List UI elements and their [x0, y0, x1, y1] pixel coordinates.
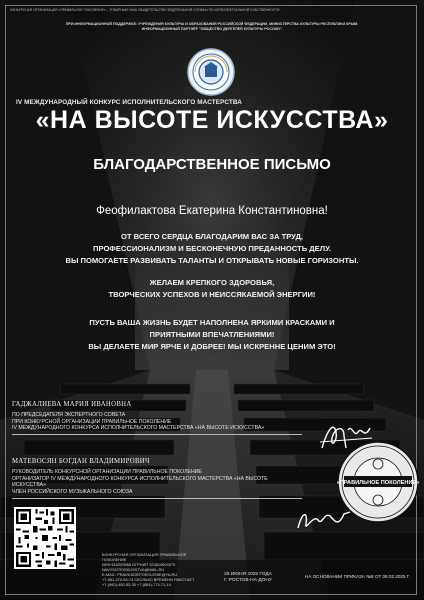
contact-line: КОНКУРСНАЯ ОРГАНИЗАЦИЯ ПРАВИЛЬНОЕ ПОКОЛЕНИЕ — [102, 552, 187, 562]
signatory-role-line: ОРГАНИЗАТОР IV МЕЖДУНАРОДНОГО КОНКУРСА ИСПОЛНИТЕЛЬСКОГО МАСТЕРСТВА «НА ВЫСОТЕ ИСКУССТВА» — [12, 475, 268, 489]
document-type: БЛАГОДАРСТВЕННОЕ ПИСЬМО — [93, 156, 331, 173]
trademark-strip: КОНКУРСНАЯ ОРГАНИЗАЦИЯ «ПРАВИЛЬНОЕ ПОКОЛЕНИЕ» – ТОВАРНЫЙ ЗНАК СВИДЕТЕЛЬСТВО ФЕДЕРАЛЬНОЙ СЛУЖБЫ ПО ИНТЕЛЛЕКТУАЛЬНОЙ СОБСТВЕННОСТИ — [10, 8, 280, 12]
city-line: Г. РОСТОВ-НА-ДОНУ — [224, 578, 272, 583]
partners-line: ПРИ ИНФОРМАЦИОННОЙ ПОДДЕРЖКЕ: УЧРЕЖДЕНИЯ КУЛЬТУРЫ И ОБРАЗОВАНИЯ РОССИЙСКОЙ ФЕДЕРАЦИИ, МИНИСТЕРСТВА КУЛЬТУРЫ РЕСПУБЛИКИ КРЫМ. — [65, 22, 359, 26]
contact-line: NAVYSOTEISKUSSTVA@MAIL.RU — [102, 567, 165, 572]
signatory-role-line: IV МЕЖДУНАРОДНОГО КОНКУРСА ИСПОЛНИТЕЛЬСКОГО МАСТЕРСТВА «НА ВЫСОТЕ ИСКУССТВА» — [12, 425, 265, 432]
contact-line: ИНН 616203968 ОГРНИП 323619600275 — [102, 562, 176, 567]
qr-code-icon — [14, 507, 76, 569]
signatory-role — [12, 412, 302, 435]
signatory-role-line: ПРИ КОНКУРСНОЙ ОРГАНИЗАЦИИ ПРАВИЛЬНОЕ ПОКОЛЕНИЕ — [12, 418, 172, 425]
partners-line: ИНФОРМАЦИОННЫЙ ПАРТНЁР "ОБЩЕСТВО ДЕЯТЕЛЕЙ КУЛЬТУРЫ РОССИИ". — [141, 27, 283, 31]
signatory-name: ГАДЖАЛИЕВА МАРИЯ ИВАНОВНА — [12, 401, 132, 408]
order-reference: НА ОСНОВАНИИ ПРИКАЗА №8 ОТ 08.02.2025 Г. — [305, 574, 410, 579]
date-line: 25 ИЮНЯ 2025 ГОДА — [224, 572, 272, 577]
recipient-name: Феофилактова Екатерина Константиновна! — [96, 205, 328, 217]
organization-contacts — [102, 552, 210, 587]
message-paragraph-1 — [20, 231, 404, 267]
organization-stamp-icon — [336, 440, 420, 524]
signatory-role-line: ПО ПРЕДСЕДАТЕЛЯ ЭКСПЕРТНОГО СОВЕТА — [12, 411, 126, 418]
contact-line: +7-(960)-450-53-35 +7-(864)-773-71-14 — [102, 582, 171, 587]
signatory-role-line: ЧЛЕН РОССИЙСКОГО МУЗЫКАЛЬНОГО СОЮЗА — [12, 489, 133, 496]
contact-line: +7-961-270-54-74 СКОЛЬКО ВРЕМЕНИ РАБОТАЕТ — [102, 577, 195, 582]
organization-emblem-icon — [186, 47, 236, 97]
issue-date — [198, 572, 298, 584]
message-line: ПРОФЕССИОНАЛИЗМ И БЕСКОНЕЧНУЮ ПРЕДАННОСТЬ ДЕЛУ. — [93, 244, 331, 253]
message-line: ПУСТЬ ВАША ЖИЗНЬ БУДЕТ НАПОЛНЕНА ЯРКИМИ КРАСКАМИ И — [89, 318, 335, 327]
partners-info — [20, 22, 404, 32]
stamp-text: «ПРАВИЛЬНОЕ ПОКОЛЕНИЕ» — [336, 480, 420, 486]
signatory-name: МАТЕВОСЯН БОГДАН ВЛАДИМИРОВИЧ — [12, 458, 150, 465]
message-line: ВЫ ПОМОГАЕТЕ РАЗВИВАТЬ ТАЛАНТЫ И ОТКРЫВАТЬ НОВЫЕ ГОРИЗОНТЫ. — [65, 256, 359, 265]
message-paragraph-3 — [20, 317, 404, 353]
contest-title: «НА ВЫСОТЕ ИСКУССТВА» — [35, 106, 389, 134]
message-line: ВЫ ДЕЛАЕТЕ МИР ЯРЧЕ И ДОБРЕЕ! МЫ ИСКРЕННЕ ЦЕНИМ ЭТО! — [88, 342, 336, 351]
message-line: ПРИЯТНЫМИ ВПЕЧАТЛЕНИЯМИ! — [149, 330, 275, 339]
message-line: ЖЕЛАЕМ КРЕПКОГО ЗДОРОВЬЯ, — [149, 278, 275, 287]
signatory-2 — [12, 459, 302, 499]
signatory-role-line: РУКОВОДИТЕЛЬ КОНКУРСНОЙ ОРГАНИЗАЦИИ ПРАВИЛЬНОЕ ПОКОЛЕНИЕ — [12, 468, 202, 475]
message-paragraph-2 — [20, 277, 404, 301]
message-line: ТВОРЧЕСКИХ УСПЕХОВ И НЕИССЯКАЕМОЙ ЭНЕРГИИ! — [108, 290, 316, 299]
signatory-role — [12, 469, 302, 499]
contest-subtitle: IV МЕЖДУНАРОДНЫЙ КОНКУРС ИСПОЛНИТЕЛЬСКОГО МАСТЕРСТВА — [16, 99, 243, 106]
contact-line: E-MAIL: PRAVILNOEPOKOLENIE@YA.RU — [102, 572, 178, 577]
signatory-1 — [12, 402, 302, 435]
message-line: ОТ ВСЕГО СЕРДЦА БЛАГОДАРИМ ВАС ЗА ТРУД, — [120, 232, 304, 241]
